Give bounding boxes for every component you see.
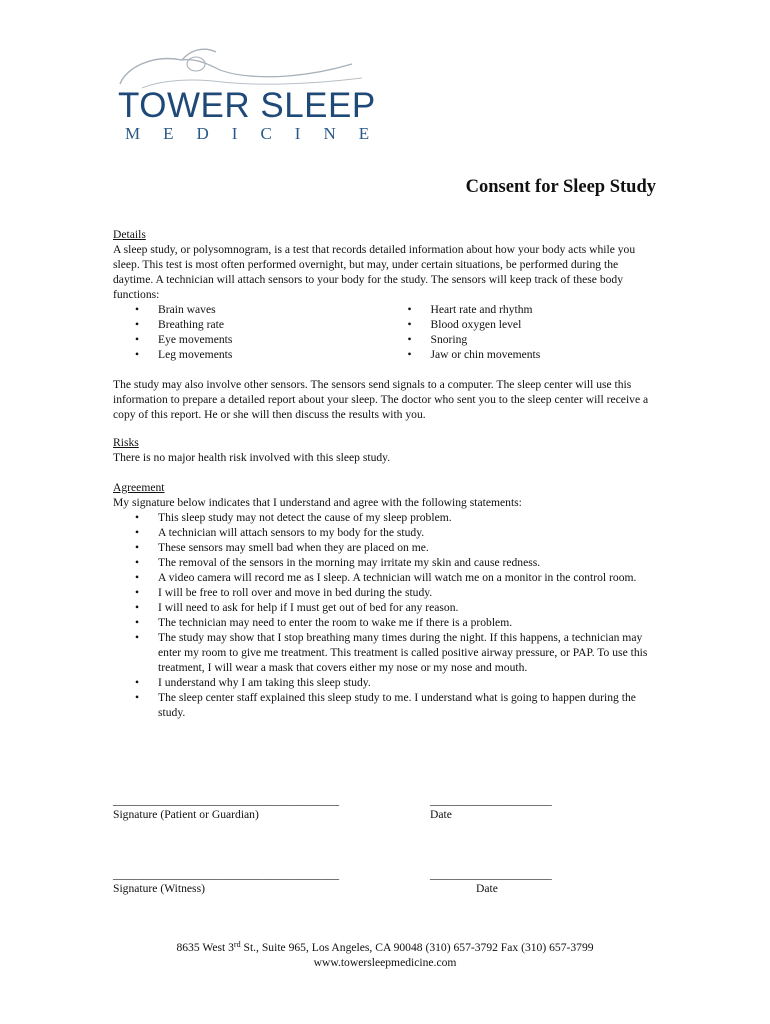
list-item: • Snoring (386, 332, 659, 347)
functions-right-column (386, 302, 659, 362)
list-item: • Heart rate and rhythm (386, 302, 659, 317)
agreement-item: • I will be free to roll over and move in bed during the study. (113, 585, 658, 600)
agreement-item: • The study may show that I stop breathing many times during the night. If this happens, a technician may enter my room to give me treatment. This treatment is called positive airway pressure, or PAP. To use this treatment, I will wear a mask that covers either my nose or my nose and mouth. (113, 630, 658, 675)
list-item: • Brain waves (113, 302, 386, 317)
witness-signature-label: Signature (Witness) (113, 882, 205, 895)
list-item: • Jaw or chin movements (386, 347, 659, 362)
details-heading: Details (113, 228, 146, 241)
address-ordinal: rd (233, 940, 241, 949)
agreement-intro: My signature below indicates that I understand and agree with the following statements: (113, 496, 522, 509)
list-item: • Blood oxygen level (386, 317, 659, 332)
functions-left-column (113, 302, 386, 362)
list-item: • Breathing rate (113, 317, 386, 332)
address-rest: St., Suite 965, Los Angeles, CA 90048 (310) 657-3792 Fax (310) 657-3799 (240, 941, 594, 954)
footer-address (0, 940, 770, 955)
list-item: • Eye movements (113, 332, 386, 347)
patient-signature-line[interactable]: _______________________________________ (113, 794, 340, 807)
agreement-section (113, 480, 658, 720)
logo-subtitle: MEDICINE (125, 124, 393, 143)
address-start: 8635 West 3 (176, 941, 234, 954)
list-item: • Leg movements (113, 347, 386, 362)
agreement-item: • These sensors may smell bad when they are placed on me. (113, 540, 658, 555)
agreement-heading: Agreement (113, 481, 165, 494)
page-title: Consent for Sleep Study (465, 177, 656, 197)
agreement-item: • A video camera will record me as I sleep. A technician will watch me on a monitor in the control room. (113, 570, 658, 585)
details-paragraph: A sleep study, or polysomnogram, is a test that records detailed information about how your body acts while you sleep. This test is most often performed overnight, but may, under certain situations, be performed during the daytime. A technician will attach sensors to your body for the study. The sensors will keep track of these body functions: (113, 243, 636, 301)
witness-date-line[interactable]: _____________________ (430, 868, 552, 881)
details-section (113, 227, 658, 422)
body-functions-list (113, 302, 658, 362)
details-paragraph-2: The study may also involve other sensors. The sensors send signals to a computer. The sleep center will use this information to prepare a detailed report about your sleep. The doctor who sent you to the sleep center will receive a copy of this report. He or she will then discuss the results with you. (113, 378, 649, 421)
agreement-item: • I understand why I am taking this sleep study. (113, 675, 658, 690)
footer-website[interactable]: www.towersleepmedicine.com (313, 956, 457, 969)
agreement-item: • The removal of the sensors in the morning may irritate my skin and cause redness. (113, 555, 658, 570)
logo-wordmark: TOWER SLEEP (118, 86, 376, 125)
agreement-item: • The technician may need to enter the room to wake me if there is a problem. (113, 615, 658, 630)
patient-date-line[interactable]: _____________________ (430, 794, 552, 807)
risks-text: There is no major health risk involved with this sleep study. (113, 451, 391, 464)
agreement-item: • This sleep study may not detect the cause of my sleep problem. (113, 510, 658, 525)
agreement-item: • I will need to ask for help if I must get out of bed for any reason. (113, 600, 658, 615)
patient-date-label: Date (430, 808, 452, 821)
witness-signature-line[interactable]: _______________________________________ (113, 868, 340, 881)
witness-date-label: Date (476, 882, 498, 895)
patient-signature-label: Signature (Patient or Guardian) (113, 808, 259, 821)
risks-section (113, 435, 658, 465)
risks-heading: Risks (113, 436, 139, 449)
agreement-item: • The sleep center staff explained this sleep study to me. I understand what is going to happen during the study. (113, 690, 658, 720)
agreement-item: • A technician will attach sensors to my body for the study. (113, 525, 658, 540)
